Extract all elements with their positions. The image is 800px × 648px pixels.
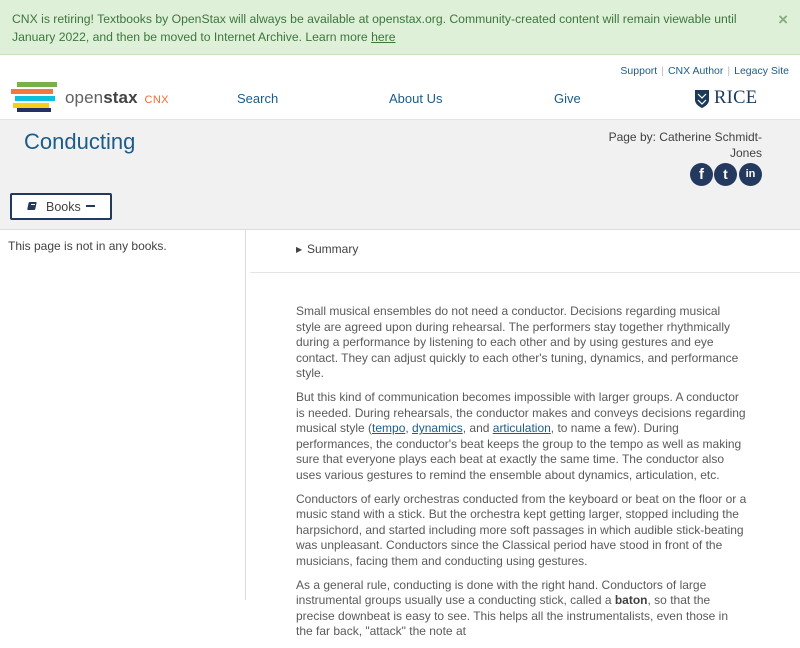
banner-message bbox=[12, 10, 762, 46]
tempo-link[interactable]: tempo bbox=[372, 421, 406, 436]
linkedin-icon[interactable] bbox=[739, 163, 762, 186]
summary-toggle[interactable] bbox=[250, 230, 800, 273]
nav-give[interactable]: Give bbox=[554, 91, 581, 106]
logo-cnx-text: CNX bbox=[144, 94, 169, 106]
text-run: , so that the precise downbeat is easy to see. This helps all the instrumentalists, even those in the far back, "attack" the note at bbox=[296, 593, 729, 639]
facebook-glyph: f bbox=[699, 166, 704, 183]
expand-triangle-icon: ▶ bbox=[296, 245, 303, 254]
divider: | bbox=[727, 65, 731, 77]
openstax-cnx-logo[interactable] bbox=[11, 82, 181, 112]
content-paragraph: Conductors of early orchestras conducted from the keyboard or beat on the floor or a music stand with a stick. But the orchestra kept getting larger, stopped including the harpsichord, and started including more soft passages in which audible stick-beating was unpleasant. Conductors since the Classical period have stood in front of the musicians, facing them and conducting using gestures. bbox=[296, 491, 747, 568]
close-icon[interactable]: × bbox=[778, 10, 788, 29]
facebook-icon[interactable] bbox=[690, 163, 713, 186]
books-toggle-button[interactable] bbox=[10, 193, 112, 220]
twitter-glyph: t bbox=[723, 166, 728, 182]
dynamics-link[interactable]: dynamics bbox=[412, 421, 463, 436]
banner-learn-more-link[interactable]: here bbox=[371, 30, 396, 44]
legacy-site-link[interactable]: Legacy Site bbox=[734, 65, 789, 77]
page-byline: Page by: Catherine Schmidt-Jones bbox=[608, 130, 762, 160]
content-paragraph bbox=[296, 578, 748, 640]
cnx-author-link[interactable]: CNX Author bbox=[667, 65, 724, 77]
no-books-message: This page is not in any books. bbox=[8, 239, 167, 253]
nav-search[interactable]: Search bbox=[237, 91, 279, 106]
logo-open-text: open bbox=[65, 88, 104, 107]
content-paragraph: Small musical ensembles do not need a conductor. Decisions regarding musical style are agreed upon during rehearsal. The performers stay together rhythmically during a performance by listening to each other and by using gestures and eye contact. They can adjust quickly to each other's tuning, dynamics, and performance style. bbox=[296, 304, 739, 381]
divider: | bbox=[661, 65, 664, 77]
linkedin-glyph: in bbox=[745, 168, 756, 180]
articulation-link[interactable]: articulation bbox=[492, 421, 551, 436]
content-paragraph bbox=[296, 390, 748, 484]
minus-icon bbox=[86, 205, 95, 207]
rice-shield-icon bbox=[694, 89, 710, 109]
banner-text: CNX is retiring! Textbooks by OpenStax will always be available at openstax.org. Community-created content will remain viewable until January 2022, and then be moved to Internet Archive. Learn more bbox=[12, 12, 737, 44]
page-content bbox=[296, 304, 748, 648]
support-link[interactable]: Support bbox=[620, 65, 658, 77]
title-bar bbox=[0, 119, 800, 230]
summary-label: Summary bbox=[307, 242, 359, 256]
text-run: , and bbox=[462, 421, 493, 436]
retirement-banner bbox=[0, 0, 800, 55]
book-icon bbox=[28, 201, 38, 211]
openstax-stripes-icon bbox=[11, 82, 59, 112]
logo-stax-text: stax bbox=[103, 88, 138, 107]
books-button-label: Books bbox=[46, 200, 81, 214]
text-run: But this kind of communication becomes impossible with larger groups. A conductor is needed. During rehearsals, the conductor makes and conveys decisions regarding musical style ( bbox=[296, 389, 746, 436]
text-run: As a general rule, conducting is done with the right hand. Conductors of large instrumental groups usually use a conducting stick, called a bbox=[296, 577, 707, 608]
twitter-icon[interactable] bbox=[714, 163, 737, 186]
page-title: Conducting bbox=[24, 129, 136, 154]
text-run: , to name a few). During performances, the conductor's beat keeps the group to the tempo as well as making sure that everyone plays each beat at exactly the same time. The conductor also uses various gestures to remind the ensemble about dynamics, articulation, etc. bbox=[296, 421, 742, 482]
books-sidebar bbox=[0, 230, 246, 600]
rice-wordmark: RICE bbox=[714, 88, 758, 108]
baton-term: baton bbox=[614, 593, 648, 608]
logo-wordmark bbox=[65, 88, 169, 108]
text-run: , bbox=[405, 421, 413, 436]
utility-links bbox=[620, 65, 789, 77]
nav-about-us[interactable]: About Us bbox=[389, 91, 443, 106]
